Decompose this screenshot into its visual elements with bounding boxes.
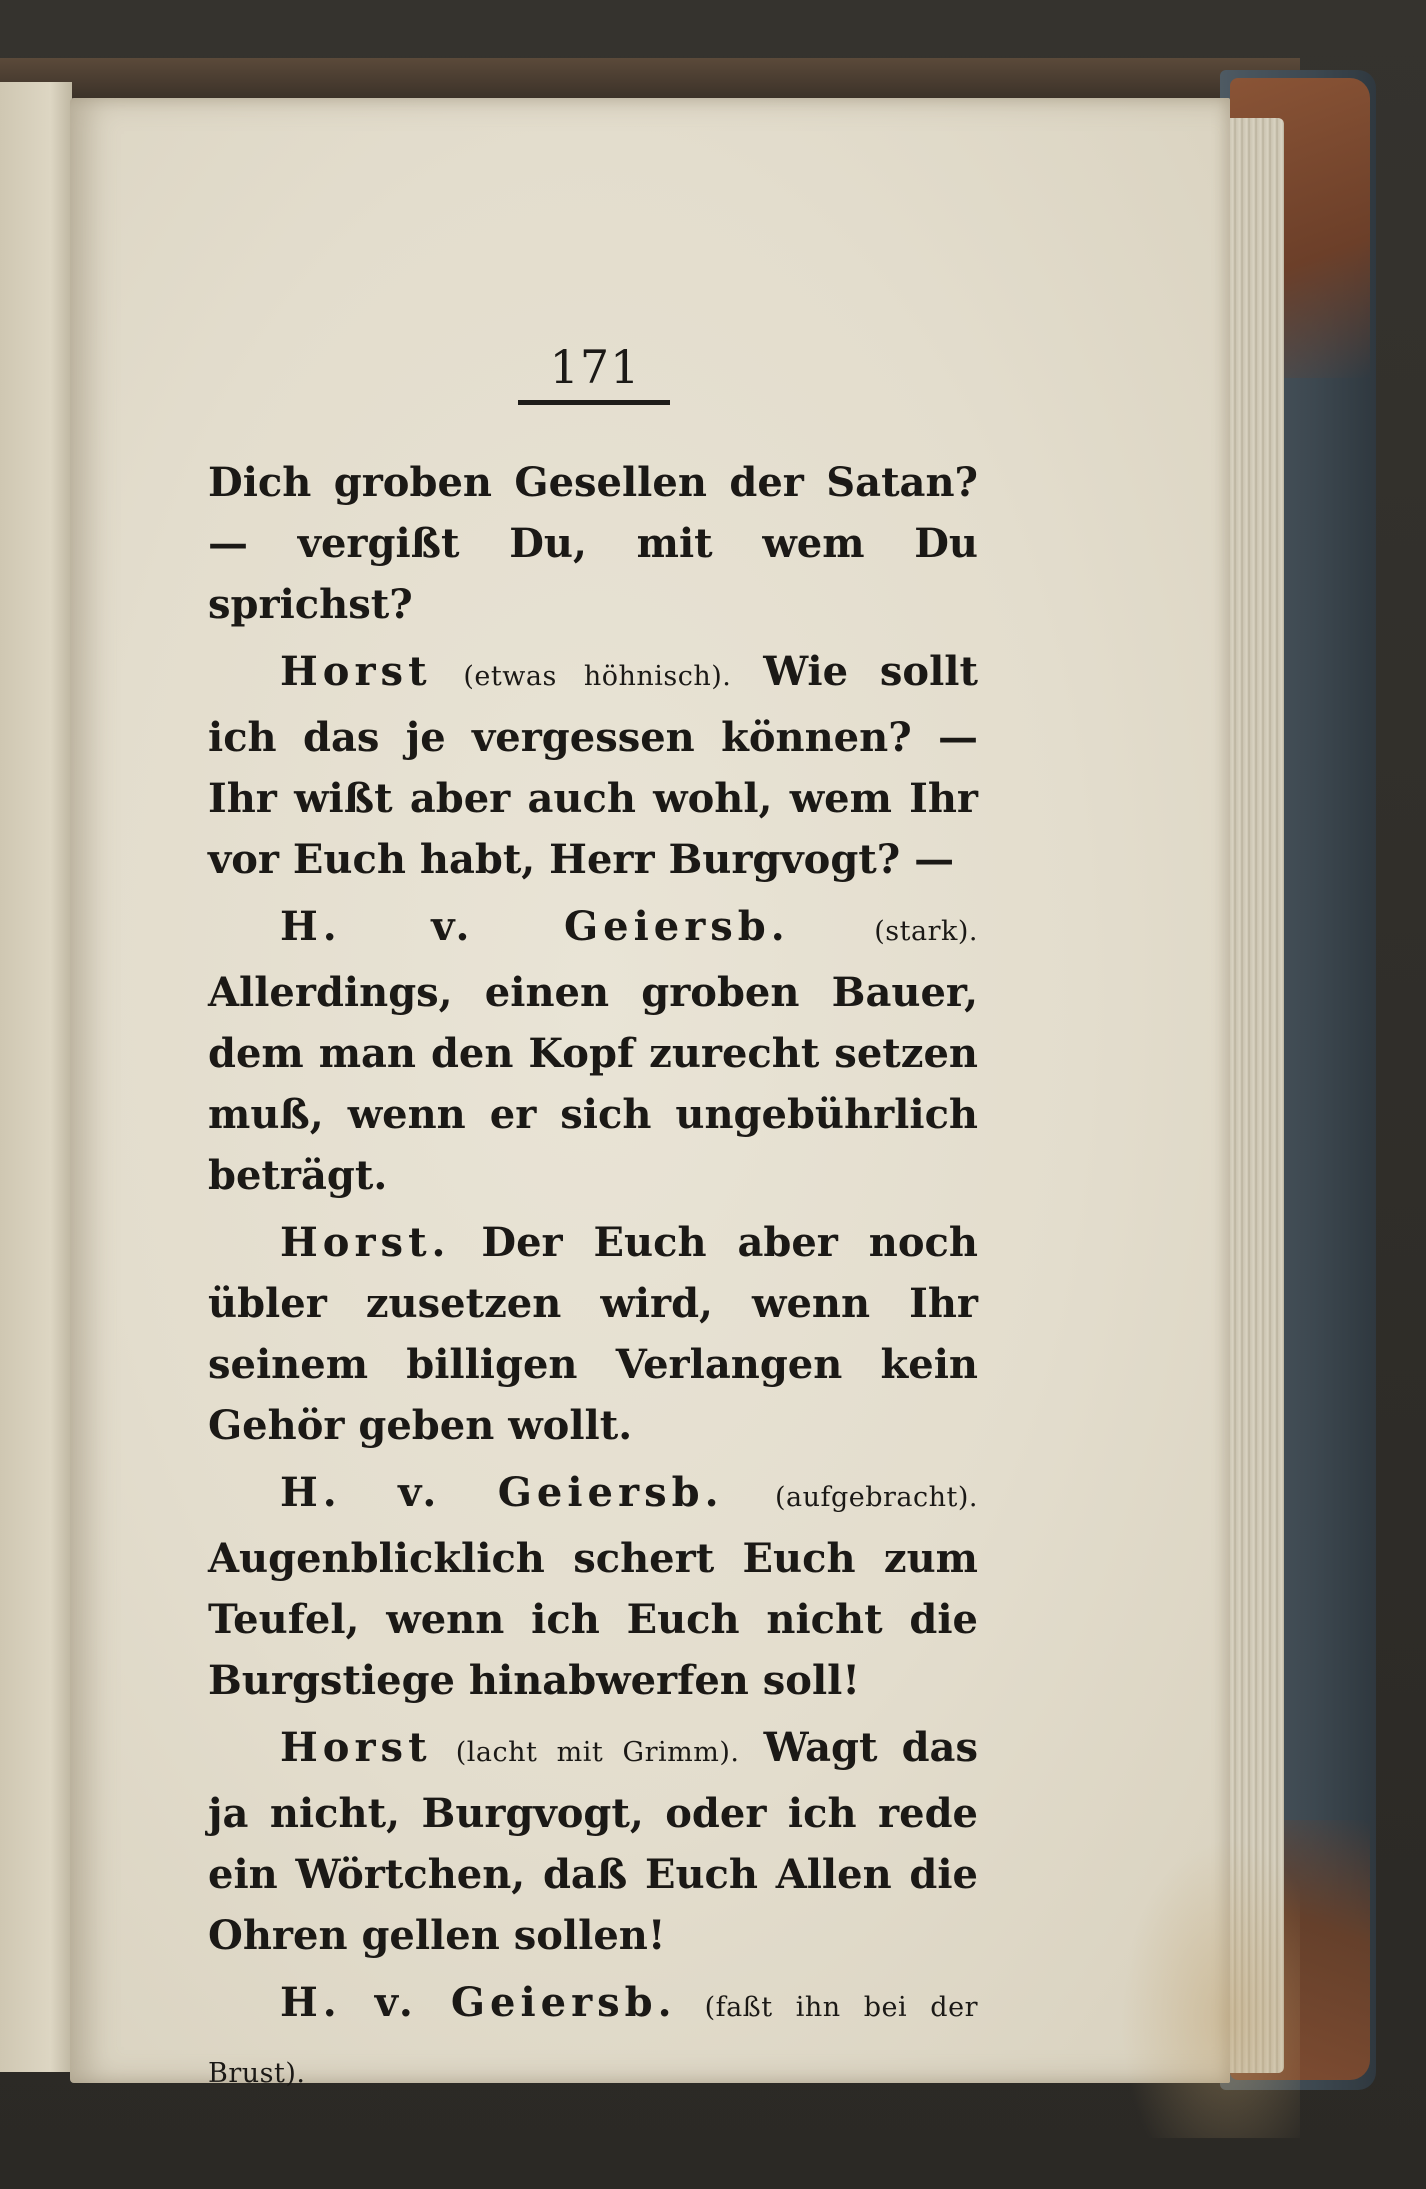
paragraph-text: Wie sollt ich das je vergessen können? — Ihr wißt aber auch wohl, wem Ihr vor Euch habt, Herr Burgvogt? — [208, 648, 978, 883]
page-stain [1120, 1838, 1300, 2138]
paragraph [208, 452, 978, 635]
page-number: 171 [549, 340, 641, 394]
stage-direction: (stark). [874, 916, 978, 947]
paragraph-text: Dich groben Gesellen der Satan? — vergißt Du, mit wem Du sprichst? [208, 459, 978, 628]
speaker-name: Horst [280, 648, 432, 695]
paragraph [208, 1462, 978, 1711]
speaker-name: Horst [280, 1724, 432, 1771]
speaker-name: Horst. [280, 1219, 451, 1266]
paragraph-text: Augenblicklich schert Euch zum Teufel, wenn ich Euch nicht die Burgstiege hinabwerfen soll! [208, 1535, 978, 1704]
speaker-name: H. v. Geiersb. [280, 1469, 724, 1516]
book-top-edge [0, 58, 1300, 98]
paragraph [208, 1717, 978, 1966]
stage-direction: (etwas höhnisch). [463, 661, 732, 692]
header-rule [518, 400, 670, 405]
paragraph [208, 1212, 978, 1456]
paragraph-text: Allerdings, einen groben Bauer, dem man den Kopf zurecht setzen muß, wenn er sich ungebührlich beträgt. [208, 969, 978, 1199]
paragraph-text: Der Euch aber noch übler zusetzen wird, wenn Ihr seinem billigen Verlangen kein Gehör geben wollt. [208, 1219, 978, 1449]
stage-direction: (faßt ihn bei der Brust). [208, 1992, 978, 2089]
stage-direction: (aufgebracht). [774, 1482, 978, 1513]
speaker-name: H. v. Geiersb. [280, 1979, 677, 2026]
paragraph [208, 641, 978, 890]
speaker-name: H. v. Geiersb. [280, 903, 790, 950]
left-page-edge [0, 82, 72, 2072]
paragraph-text: Wagt das ja nicht, Burgvogt, oder ich rede ein Wörtchen, daß Euch Allen die Ohren gellen sollen! [208, 1724, 978, 1959]
paragraph [208, 896, 978, 1206]
text-block [208, 452, 978, 2110]
stage-direction: (lacht mit Grimm). [455, 1737, 740, 1768]
paragraph [208, 1972, 978, 2104]
